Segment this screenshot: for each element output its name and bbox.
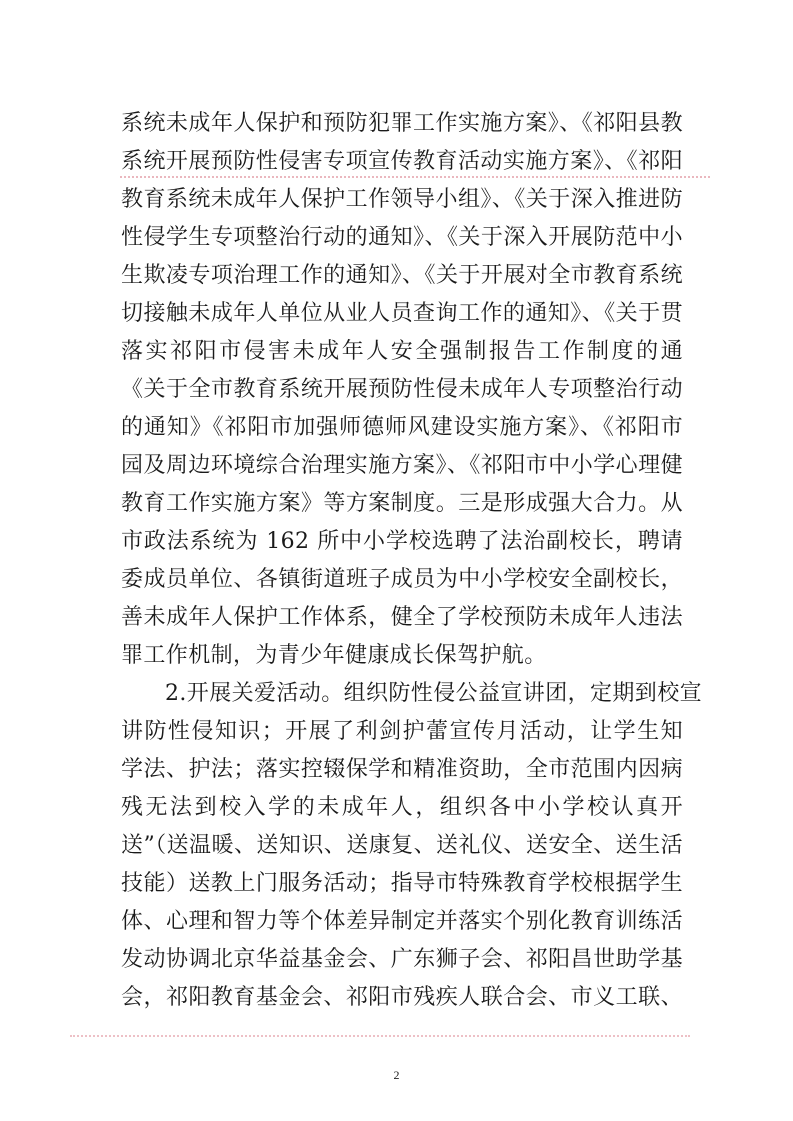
text-line: 系统开展预防性侵害专项宣传教育活动实施方案》、《祁阳 [121,149,683,174]
text-line: 系统未成年人保护和预防犯罪工作实施方案》、《祁阳县教 [121,111,683,136]
footer-divider [70,1035,690,1037]
page-number: 2 [393,1068,400,1082]
text-line: 生欺凌专项治理工作的通知》、《关于开展对全市教育系统 [121,263,683,288]
text-line: 切接触未成年人单位从业人员查询工作的通知》、《关于贯 [121,301,683,326]
text-line: 市政法系统为 162 所中小学校选聘了法治副校长，聘请 [121,529,683,554]
paragraph-first-line: 2.开展关爱活动。组织防性侵公益宣讲团，定期到校宣 [165,681,702,706]
text-line: 残无法到校入学的未成年人，组织各中小学校认真开 [121,795,683,820]
text-line: 善未成年人保护工作体系，健全了学校预防未成年人违法 [121,605,683,630]
text-line: 性侵学生专项整治行动的通知》、《关于深入开展防范中小 [121,225,683,250]
text-line: 委成员单位、各镇街道班子成员为中小学校安全副校长， [121,567,683,592]
text-line: 落实祁阳市侵害未成年人安全强制报告工作制度的通 [121,339,683,364]
text-line: 讲防性侵知识；开展了利剑护蕾宣传月活动，让学生知 [121,719,683,744]
text-line: 的通知》《祁阳市加强师德师风建设实施方案》、《祁阳市 [121,415,683,440]
text-line: 发动协调北京华益基金会、广东狮子会、祁阳昌世助学基 [121,947,683,972]
text-line: 技能）送教上门服务活动；指导市特殊教育学校根据学生 [121,871,683,896]
text-line: 体、心理和智力等个体差异制定并落实个别化教育训练活 [121,909,683,934]
text-line: 罪工作机制，为青少年健康成长保驾护航。 [121,643,547,668]
body-text [121,105,702,1017]
text-line: 学法、护法；落实控辍保学和精准资助，全市范围内因病 [121,757,683,782]
text-line: 园及周边环境综合治理实施方案》、《祁阳市中小学心理健 [121,453,683,478]
text-line: 教育系统未成年人保护工作领导小组》、《关于深入推进防 [121,187,683,212]
text-line: 教育工作实施方案》等方案制度。三是形成强大合力。从 [121,491,683,516]
text-line: 送”（送温暖、送知识、送康复、送礼仪、送安全、送生活 [121,833,683,858]
text-line: 《关于全市教育系统开展预防性侵未成年人专项整治行动 [121,377,683,402]
text-line: 会，祁阳教育基金会、祁阳市残疾人联合会、市义工联、 [121,985,683,1010]
